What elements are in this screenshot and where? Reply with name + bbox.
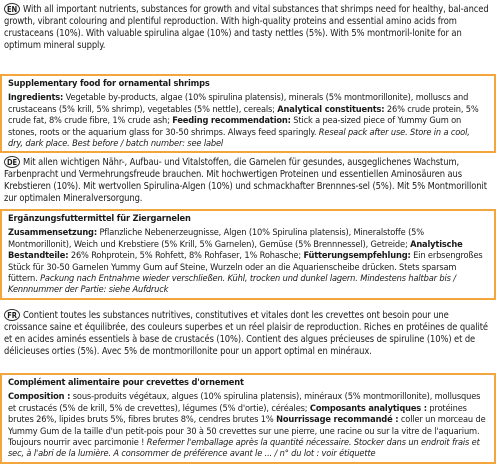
- product-box-fr: [0, 373, 496, 464]
- analytical-label-en: Analytical constituents:: [277, 103, 385, 115]
- storage-text-en: Reseal pack after use. Store in a cool, dry, dark place. Best before / batch number: see label: [8, 126, 470, 150]
- ingredients-block-de: [8, 227, 483, 295]
- box-heading-fr: Complément alimentaire pour crevettes d'ornement: [8, 377, 244, 388]
- intro-en: [0, 3, 500, 52]
- analytical-text-en: 26% crude protein, 5% crude fat, 8% crude fibre, 1% crude ash;: [8, 103, 479, 127]
- feeding-text-en: Stick a pea-sized piece of Yummy Gum on stones, roots or the aquarium glass for 30-50 shrimps. Always feed sparingly.: [8, 115, 462, 138]
- ingredients-label-de: Zusammensetzung:: [8, 227, 97, 239]
- analytical-label-fr: Composants analytiques :: [309, 402, 427, 414]
- intro-text-de: Mit allen wichtigen Nähr-, Aufbau- und Vitalstoffen, die Garnelen für gesundes, ausgeglichenes Wachstum, Farbenpracht und Vermehrungsfreude brauchen. Mit hochwertigen Proteinen und essentiellen Aminosäuren aus Krebstieren (10%). Mit wertvollen Spirulina-Algen (10%) und schmackhafter Brennnes-sel (5%). Mit 5% Montmorillonit zur optimalen Mineralversorgung.: [4, 157, 487, 204]
- analytical-text-de: 26% Rohprotein, 5% Rohfett, 8% Rohfaser, 1% Rohasche;: [68, 250, 304, 262]
- feeding-label-de: Fütterungsempfehlung:: [303, 250, 411, 262]
- ingredients-text-fr: sous-produits végétaux, algues (10% spirulina platensis), minéraux (5% montmorillonite), mollusques et crustacés (5% de krill, 5% de crevettes), légumes (5% d'ortie), céréales;: [8, 391, 481, 414]
- box-heading-en: Supplementary food for ornamental shrimps: [8, 78, 210, 89]
- ingredients-block-en: [8, 92, 479, 149]
- feeding-label-fr: Nourrissage recommandé :: [276, 414, 399, 426]
- feeding-text-de: Ein erbsengroßes Stück für 30-50 Garnelen Yummy Gum auf Steine, Wurzeln oder an die Aquarienscheibe drücken. Stets sparsam füttern.: [8, 250, 483, 285]
- product-box-de: [0, 209, 496, 300]
- ingredients-block-fr: [8, 391, 486, 459]
- storage-text-fr: Refermer l'emballage après la quantité nécessaire. Stocker dans un endroit frais et sec, à l'abri de la lumière. A consommer de préférence avant le ... / n° du lot : voir étiquette: [8, 437, 480, 460]
- section-en: [0, 3, 500, 150]
- intro-text-en: With all important nutrients, substances for growth and vital substances that shrimps need for healthy, bal-anced growth, vibrant colouring and plentiful reproduction. With high-quality proteins and essential amino acids from crustaceans (10%). With valuable spirulina algae (10%) and tasty nettles (5%). With 5% montmoril-lonite for an optimum mineral supply.: [4, 4, 489, 51]
- ingredients-label-en: Ingredients:: [8, 92, 64, 104]
- feeding-text-fr: coller un morceau de Yummy Gum de la taille d'un petit-pois pour 30 à 50 crevettes sur une pierre, une racine ou sur la vitre de l'aquarium. Toujours nourrir avec parcimonie !: [8, 414, 486, 449]
- ingredients-text-en: Vegetable by-products, algae (10% spirulina platensis), minerals (5% montmorillonite), molluscs and crustaceans (5% krill, 5% shrimp), vegetables (5% nettle), cereals;: [8, 92, 469, 115]
- intro-text-fr: Contient toutes les substances nutritives, constitutives et vitales dont les crevettes ont besoin pour une croissance saine et équilibrée, des couleurs superbes et un réel plaisir de reproduction. Riches en protéines de qualité et en acides aminés essentiels à base de crustacés (10%). Contient des algues précieuses de spiruline (10%) et de délicieuses orties (5%). Avec 5% de montmorillonite pour un apport optimal en minéraux.: [4, 310, 488, 357]
- box-heading-de: Ergänzungsfuttermittel für Ziergarnelen: [8, 213, 191, 224]
- language-badge-fr: FR: [4, 309, 20, 321]
- language-badge-de: DE: [4, 156, 20, 168]
- product-box-en: [0, 74, 496, 153]
- analytical-text-fr: protéines brutes 26%, lipides bruts 5%, fibres brutes 8%, cendres brutes 1%: [8, 402, 467, 426]
- section-fr: [0, 309, 500, 460]
- intro-fr: [0, 309, 500, 358]
- section-de: [0, 156, 500, 296]
- intro-de: [0, 156, 500, 205]
- feeding-label-en: Feeding recommendation:: [172, 115, 291, 127]
- ingredients-label-fr: Composition :: [8, 391, 71, 403]
- analytical-label-de: Analytische Bestandteile:: [8, 238, 463, 262]
- storage-text-de: Packung nach Entnahme wieder verschließen. Kühl, trocken und dunkel lagern. Mindestens haltbar bis / Kennnummer der Partie: siehe Aufdruck: [8, 273, 456, 296]
- language-badge-en: EN: [4, 3, 20, 15]
- ingredients-text-de: Pflanzliche Nebenerzeugnisse, Algen (10% Spirulina platensis), Mineralstoffe (5% Montmorillonit), Weich und Krebstiere (5% Krill, 5% Garnelen), Gemüse (5% Brennnessel), Getreide;: [8, 227, 424, 250]
